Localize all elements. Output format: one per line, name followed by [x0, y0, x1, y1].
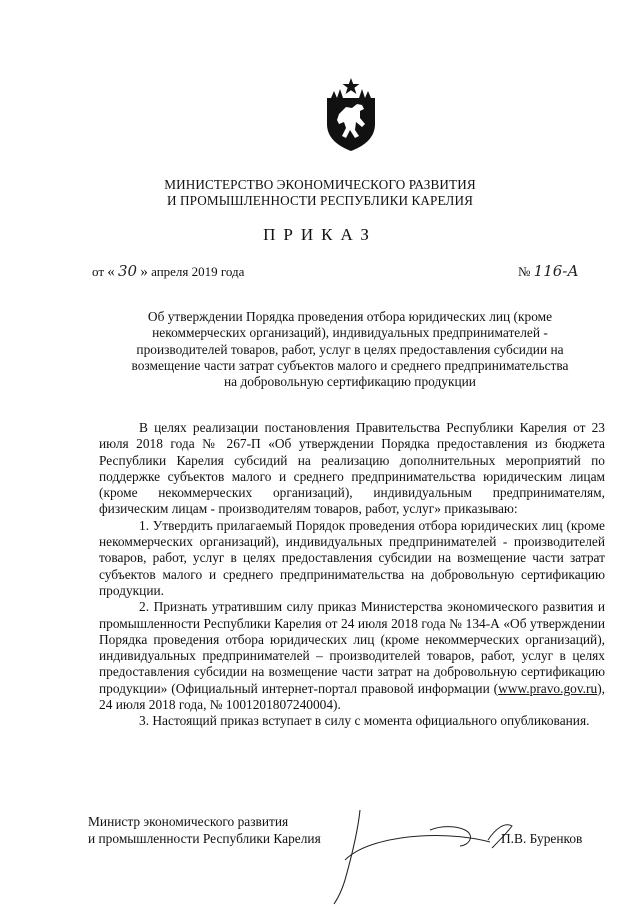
item-3-paragraph: 3. Настоящий приказ вступает в силу с момента официального опубликования.	[139, 713, 590, 729]
document-body	[99, 420, 605, 730]
date-close-quote: »	[140, 264, 148, 280]
document-type-title: ПРИКАЗ	[263, 225, 377, 244]
subject-line5: на добровольную сертификацию продукции	[224, 374, 476, 390]
document-subject	[100, 309, 600, 390]
handwritten-signature	[300, 800, 520, 905]
ministry-name-line2: И ПРОМЫШЛЕННОСТИ РЕСПУБЛИКИ КАРЕЛИЯ	[167, 193, 473, 208]
date-day-handwritten: 30	[118, 262, 138, 280]
number-prefix: №	[518, 264, 531, 279]
number-value-handwritten: 116-А	[533, 262, 579, 280]
subject-line4: возмещение части затрат субъектов малого и среднего предпринимательства	[131, 357, 569, 373]
signer-position	[88, 814, 321, 847]
pravo-gov-link[interactable]: www.pravo.gov.ru	[498, 680, 598, 696]
item-1-paragraph: 1. Утвердить прилагаемый Порядок проведения отбора юридических лиц (кроме некоммерческих организаций), индивидуальных предпринимателей - производителей товаров, работ, услуг в целях предоставления субсидии на возмещение части затрат субъектов малого и среднего предпринимательства на добровольную сертификацию продукции.	[99, 517, 605, 598]
date-month-year: апреля 2019 года	[151, 264, 245, 279]
date-prefix: от	[92, 264, 105, 279]
signer-position-line2: и промышленности Республики Карелия	[88, 830, 321, 846]
subject-line1: Об утверждении Порядка проведения отбора юридических лиц (кроме	[147, 309, 553, 324]
document-number	[518, 262, 579, 280]
document-date	[92, 262, 244, 281]
karelia-coat-of-arms-icon	[322, 78, 380, 152]
item-2-text-before-link: 2. Признать утратившим силу приказ Министерства экономического развития и промышленности Республики Карелия от 24 июля 2018 года № 134-А «Об утверждении Порядка проведения отбора юридических лиц (кроме некоммерческих организаций), индивидуальных предпринимателей – производителей товаров, работ, услуг в целях предоставления субсидии на возмещение части затрат на добровольную сертификацию продукции» (Официальный интернет-портал правовой информации (	[99, 599, 605, 696]
subject-line2: некоммерческих организаций), индивидуальных предпринимателей -	[152, 325, 548, 341]
item-2-text-after-link: ), 24 июля 2018 года, № 1001201807240004).	[99, 680, 605, 713]
intro-paragraph: В целях реализации постановления Правительства Республики Карелия от 23 июля 2018 года № 267-П «Об утверждении Порядка предоставления из бюджета Республики Карелия субсидий на реализацию дополнительных мероприятий по поддержке субъектов малого и среднего предпринимательства юридическим лицам (кроме некоммерческих организаций), индивидуальным предпринимателям, физическим лицам - производителям товаров, работ, услуг» приказываю:	[99, 420, 605, 517]
ministry-name-line1: МИНИСТЕРСТВО ЭКОНОМИЧЕСКОГО РАЗВИТИЯ	[164, 177, 476, 192]
signer-position-line1: Министр экономического развития	[88, 814, 289, 829]
signer-name: П.В. Буренков	[501, 831, 583, 846]
ministry-name	[0, 177, 640, 209]
subject-line3: производителей товаров, работ, услуг в целях предоставления субсидии на	[136, 341, 564, 357]
item-2-paragraph	[99, 599, 605, 713]
date-open-quote: «	[107, 264, 115, 280]
